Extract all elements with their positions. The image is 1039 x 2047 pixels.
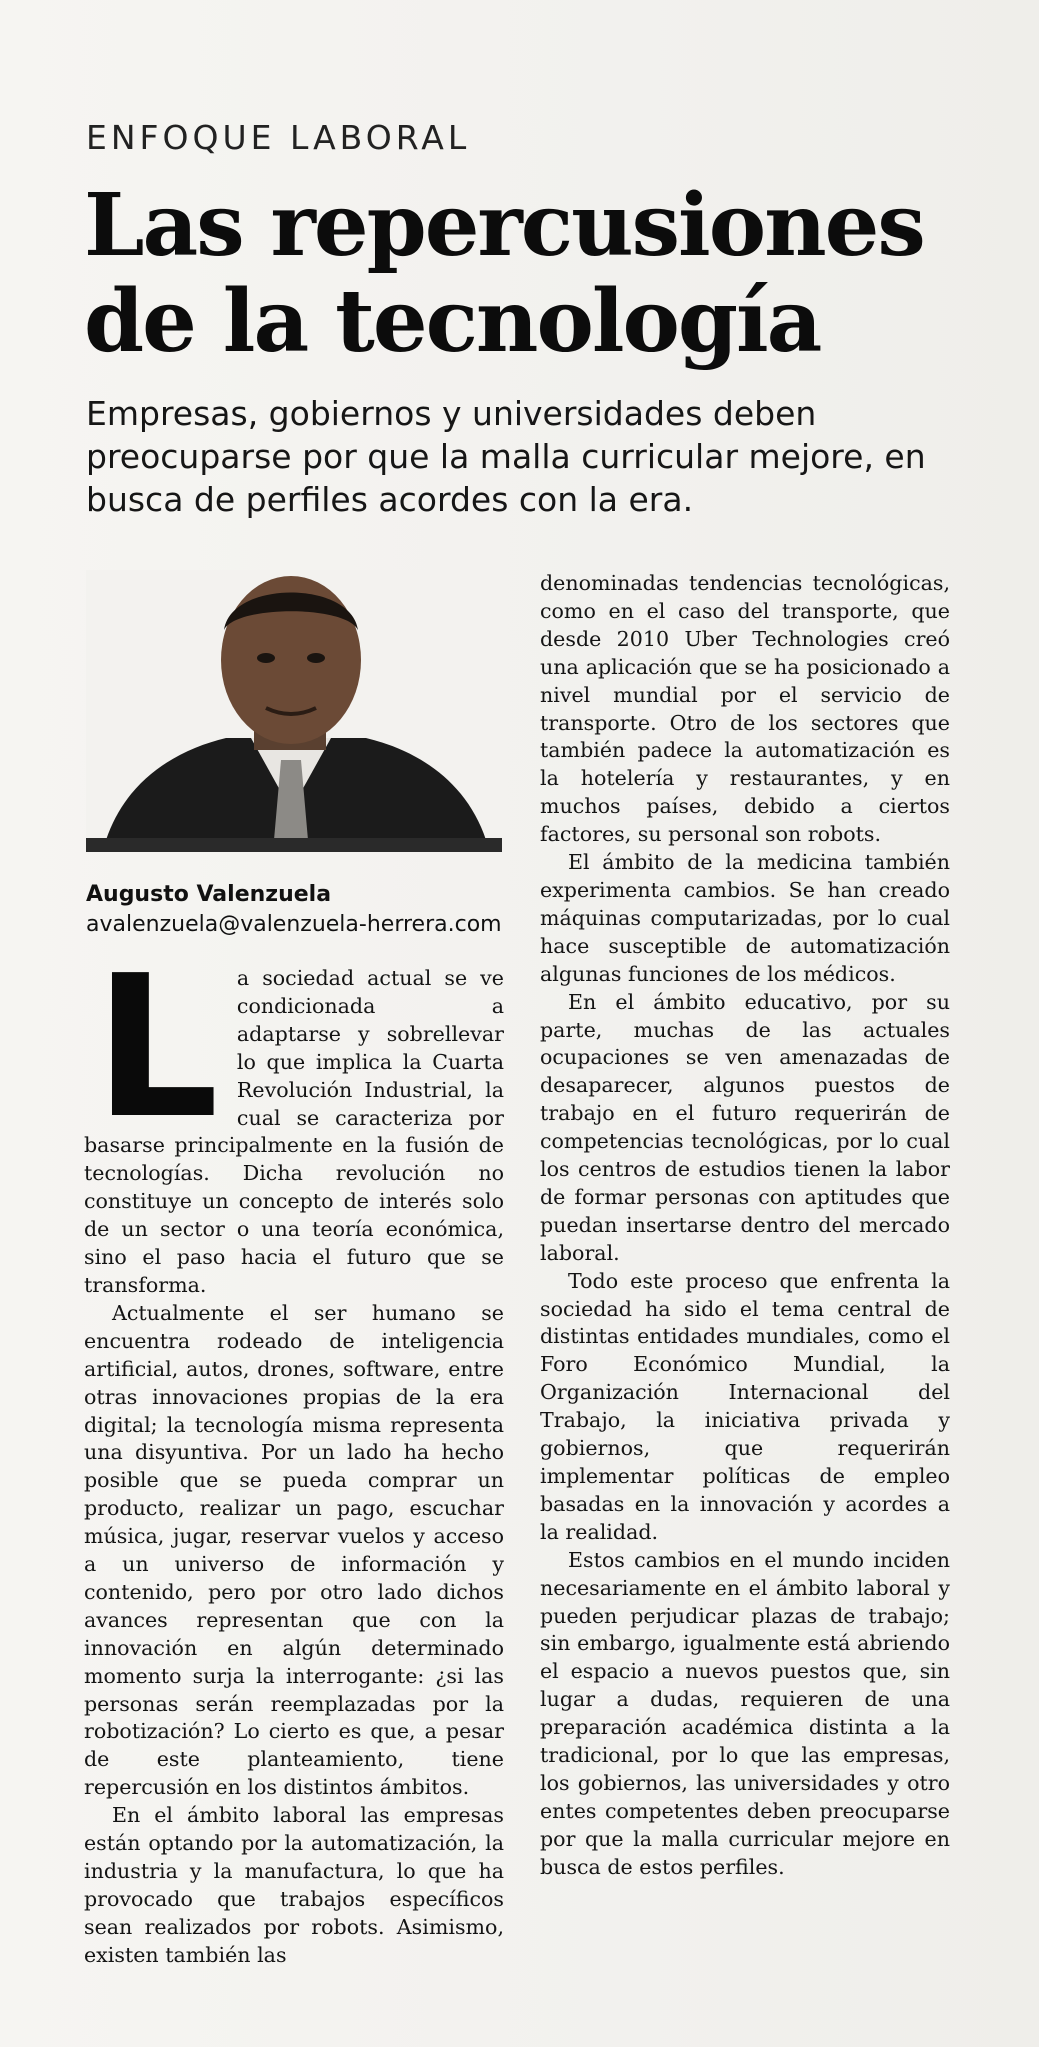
paragraph: En el ámbito educativo, por su parte, muchas de las actuales ocupaciones se ven amenazadas de desaparecer, algunos puestos de trabajo en el futuro requerirán de competencias tecnológicas, por lo cual los centros de estudios tienen la labor de formar personas con aptitudes que puedan insertarse dentro del mercado laboral. [540,989,950,1265]
author-email: avalenzuela@valenzuela-herrera.com [86,912,502,937]
headline-line-1: Las repercusiones [84,175,924,276]
article-column-1 [84,934,504,1970]
paragraph: Todo este proceso que enfrenta la sociedad ha sido el tema central de distintas entidades mundiales, como el Foro Económico Mundial, la Organización Internacional del Trabajo, la iniciativa privada y gobiernos, que requerirán implementar políticas de empleo basadas en la innovación y acordes a la realidad. [540,1268,950,1544]
headline [84,175,964,372]
paragraph: denominadas tendencias tecnológicas, como en el caso del transporte, que desde 2010 Uber Technologies creó una aplicación que se ha posicionado a nivel mundial por el servicio de transporte. Otro de los sectores que también padece la automatización es la hotelería y restaurantes, y en muchos países, debido a ciertos factores, su personal son robots. [540,571,950,847]
section-label: ENFOQUE LABORAL [86,118,471,157]
paragraph: Estos cambios en el mundo inciden necesariamente en el ámbito laboral y pueden perjudicar plazas de trabajo; sin embargo, igualmente está abriendo el espacio a nuevos puestos que, sin lugar a dudas, requieren de una preparación académica distinta a la tradicional, por lo que las empresas, los gobiernos, las universidades y otro entes competentes deben preocuparse por que la malla curricular mejore en busca de estos perfiles. [540,1547,950,1879]
paragraph-text: a sociedad actual se ve condicionada a adaptarse y sobrellevar lo que implica la Cuarta Revolución Industrial, la cual se caracteriza por basarse principalmente en la fusión de tecnologías. Dicha revolución no constituye un concepto de interés solo de un sector o una teoría económica, sino el paso hacia el futuro que se transforma. [84,966,504,1297]
headline-line-2: de la tecnología [84,271,821,372]
paragraph: Actualmente el ser humano se encuentra rodeado de inteligencia artificial, autos, drones, software, entre otras innovaciones propias de la era digital; la tecnología misma representa una disyuntiva. Por un lado ha hecho posible que se pueda comprar un producto, realizar un pago, escuchar música, jugar, reservar vuelos y acceso a un universo de información y contenido, pero por otro lado dichos avances representan que con la innovación en algún determinado momento surja la interrogante: ¿si las personas serán reemplazadas por la robotización? Lo cierto es que, a pesar de este planteamiento, tiene repercusión en los distintos ámbitos. [84,1300,504,1800]
byline [86,880,506,940]
paragraph: En el ámbito laboral las empresas están optando por la automatización, la industria y la manufactura, lo que ha provocado que trabajos específicos sean realizados por robots. Asimismo, existen también las [84,1803,504,1967]
drop-cap: L [94,934,219,1162]
article-column-2 [540,570,950,1882]
author-portrait-photo [86,570,502,852]
paragraph: El ámbito de la medicina también experimenta cambios. Se han creado máquinas computarizadas, por lo cual hace susceptible de automatización algunas funciones de los médicos. [540,850,950,986]
deck-subtitle: Empresas, gobiernos y universidades deben preocuparse por que la malla curricular mejore, en busca de perfiles acordes con la era. [86,394,926,519]
author-name: Augusto Valenzuela [86,882,332,907]
paragraph [84,934,504,1300]
